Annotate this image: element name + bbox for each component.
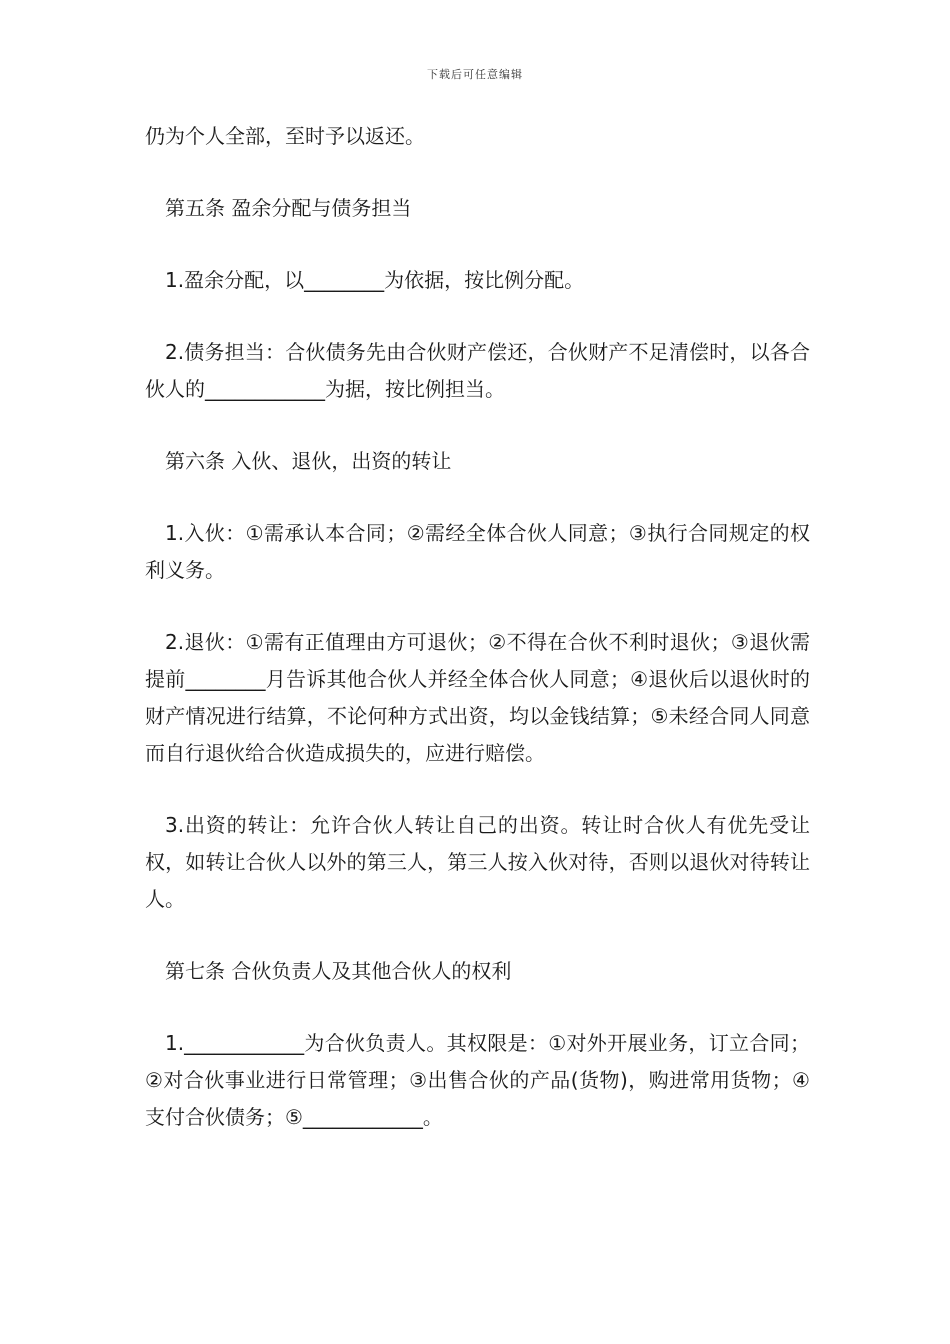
- article-6-clause-2: 2.退伙：①需有正值理由方可退伙；②不得在合伙不利时退伙；③退伙需提前________月告诉其他合伙人并经全体合伙人同意；④退伙后以退伙时的财产情况进行结算，不论何种方式出资，均以金钱结算；⑤未经合同人同意而自行退伙给合伙造成损失的，应进行赔偿。: [145, 630, 810, 765]
- article-7-heading: 第七条 合伙负责人及其他合伙人的权利: [165, 959, 512, 983]
- article-7-clause-1: 1.____________为合伙负责人。其权限是：①对外开展业务，订立合同；②对合伙事业进行日常管理；③出售合伙的产品(货物)，购进常用货物；④支付合伙债务；⑤____________。: [145, 1031, 810, 1129]
- document-body: [145, 118, 810, 1171]
- article-6-heading: 第六条 入伙、退伙，出资的转让: [165, 449, 452, 473]
- article-6-clause-3: 3.出资的转让：允许合伙人转让自己的出资。转让时合伙人有优先受让权，如转让合伙人以外的第三人，第三人按入伙对待，否则以退伙对待转让人。: [145, 813, 810, 911]
- article-5-heading: 第五条 盈余分配与债务担当: [165, 196, 412, 220]
- article-5-clause-2: 2.债务担当：合伙债务先由合伙财产偿还，合伙财产不足清偿时，以各合伙人的____________为据，按比例担当。: [145, 340, 810, 401]
- paragraph-continuation: 仍为个人全部，至时予以返还。: [145, 124, 425, 148]
- header-note: 下载后可任意编辑: [427, 68, 523, 81]
- article-5-clause-1: 1.盈余分配，以________为依据，按比例分配。: [165, 268, 585, 292]
- article-6-clause-1: 1.入伙：①需承认本合同；②需经全体合伙人同意；③执行合同规定的权利义务。: [145, 521, 810, 582]
